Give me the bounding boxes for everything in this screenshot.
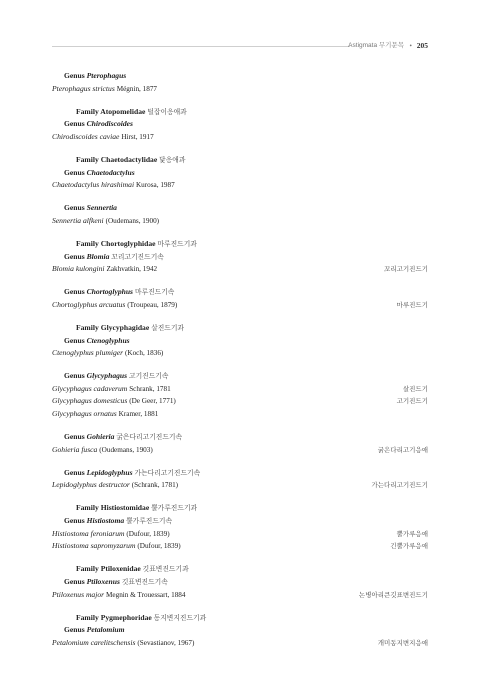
- genus-heading: [52, 370, 428, 383]
- species-entry: [52, 479, 428, 492]
- taxon-block: [52, 502, 428, 552]
- family-heading: [52, 238, 428, 251]
- genus-rank-label: Genus: [64, 467, 85, 477]
- running-header: [52, 40, 428, 52]
- genus-rank-label: Genus: [64, 203, 85, 213]
- family-korean-name: 털잡이응애과: [147, 107, 187, 116]
- species-name: Gohieria fusca: [52, 444, 98, 454]
- genus-heading: [52, 251, 428, 264]
- family-name: Glycyphagidae: [100, 322, 150, 332]
- genus-name: Histiostoma: [86, 516, 125, 526]
- species-entry: [52, 215, 428, 228]
- species-author: Schrank, 1781: [129, 384, 171, 393]
- species-entry: [52, 637, 428, 650]
- species-author: Zakhvatkin, 1942: [106, 265, 158, 274]
- taxon-block: [52, 370, 428, 420]
- genus-rank-label: Genus: [64, 335, 85, 345]
- species-name: Histiostoma feroniarum: [52, 528, 125, 538]
- family-name: Chortoglyphidae: [100, 238, 156, 248]
- genus-rank-label: Genus: [64, 167, 85, 177]
- species-entry: [52, 528, 428, 541]
- taxon-block: [52, 612, 428, 650]
- family-rank-label: Family: [76, 564, 99, 574]
- genus-rank-label: Genus: [64, 251, 85, 261]
- species-name: Glycyphagus cadaverum: [52, 383, 128, 393]
- genus-rank-label: Genus: [64, 516, 85, 526]
- taxon-block: [52, 286, 428, 311]
- genus-heading: [52, 515, 428, 528]
- species-author: (Oudemans, 1903): [99, 445, 153, 454]
- family-name: Chaetodactylidae: [100, 154, 158, 164]
- genus-heading: [52, 624, 428, 637]
- species-author: (Koch, 1836): [125, 349, 164, 358]
- species-korean-name: 개미동지변지응애: [377, 638, 428, 647]
- species-entry: [52, 540, 428, 553]
- species-korean-name: 고기진드기: [396, 397, 428, 406]
- species-author: (Oudemans, 1900): [105, 216, 160, 225]
- family-heading: [52, 502, 428, 515]
- genus-heading: [52, 202, 428, 215]
- species-korean-name: 살진드기: [402, 384, 428, 393]
- taxon-list: [52, 70, 428, 660]
- genus-heading: [52, 286, 428, 299]
- taxon-block: [52, 322, 428, 360]
- species-name: Glycyphagus domesticus: [52, 396, 128, 406]
- genus-heading: [52, 70, 428, 83]
- genus-rank-label: Genus: [64, 119, 85, 129]
- genus-name: Ctenoglyphus: [86, 335, 130, 345]
- taxon-block: [52, 106, 428, 144]
- species-author: Megnin & Trouessart, 1884: [106, 590, 186, 599]
- genus-name: Lepidoglyphus: [86, 467, 133, 477]
- species-name: Chirodiscoides caviae: [52, 131, 120, 141]
- family-korean-name: 깃표변진드기과: [142, 565, 189, 574]
- genus-rank-label: Genus: [64, 625, 85, 635]
- family-rank-label: Family: [76, 154, 99, 164]
- family-rank-label: Family: [76, 106, 99, 116]
- family-heading: [52, 322, 428, 335]
- species-entry: [52, 179, 428, 192]
- family-heading: [52, 612, 428, 625]
- taxon-block: [52, 431, 428, 456]
- genus-name: Chortoglyphus: [86, 287, 134, 297]
- genus-name: Petalomium: [86, 625, 125, 635]
- family-name: Atopomelidae: [100, 106, 146, 116]
- genus-heading: [52, 576, 428, 589]
- genus-rank-label: Genus: [64, 576, 85, 586]
- genus-heading: [52, 431, 428, 444]
- species-entry: [52, 83, 428, 96]
- species-korean-name: 논병아리큰깃표변진드기: [358, 590, 428, 599]
- genus-heading: [52, 467, 428, 480]
- genus-korean-name: 깃표변진드기속: [121, 577, 168, 586]
- genus-korean-name: 굵은다리고기진드기속: [116, 433, 183, 442]
- family-korean-name: 동지변지진드기과: [153, 613, 207, 622]
- genus-name: Chirodiscoides: [86, 119, 134, 129]
- header-bullet: •: [409, 42, 412, 50]
- family-heading: [52, 563, 428, 576]
- species-author: (Dufour, 1839): [137, 542, 181, 551]
- species-name: Lepidoglyphus destructor: [52, 480, 130, 490]
- species-entry: [52, 347, 428, 360]
- species-name: Ptiloxenus major: [52, 589, 105, 599]
- species-name: Chaetodactylus hirashimai: [52, 180, 135, 190]
- species-author: (Dufour, 1839): [126, 529, 170, 538]
- family-korean-name: 닻응애과: [159, 155, 186, 164]
- genus-korean-name: 뿔가루진드기속: [126, 517, 173, 526]
- family-name: Ptiloxenidae: [100, 564, 141, 574]
- species-author: Kramer, 1881: [118, 409, 159, 418]
- family-name: Histiostomidae: [100, 503, 150, 513]
- species-author: Mégnin, 1877: [116, 84, 158, 93]
- family-korean-name: 살진드기과: [151, 323, 184, 332]
- genus-name: Sennertia: [86, 203, 117, 213]
- species-author: (Schrank, 1781): [131, 481, 179, 490]
- species-name: Pterophagus strictus: [52, 83, 115, 93]
- species-name: Sennertia alfkeni: [52, 215, 104, 225]
- species-entry: [52, 263, 428, 276]
- species-entry: [52, 383, 428, 396]
- species-korean-name: 가는다리고기진드기: [371, 481, 428, 490]
- species-korean-name: 긴뿔가루응애: [390, 542, 428, 551]
- family-korean-name: 마루진드기과: [157, 239, 197, 248]
- genus-heading: [52, 167, 428, 180]
- species-korean-name: 뿔가루응애: [396, 529, 428, 538]
- taxon-block: [52, 467, 428, 492]
- taxon-block: [52, 70, 428, 95]
- species-author: (Sevastianov, 1967): [137, 638, 195, 647]
- genus-name: Chaetodactylus: [86, 167, 135, 177]
- species-name: Chortoglyphus arcuatus: [52, 299, 126, 309]
- species-author: (Troupeau, 1879): [127, 300, 178, 309]
- species-korean-name: 꼬리고기진드기: [384, 265, 428, 274]
- species-name: Petalomium carelitschensis: [52, 637, 136, 647]
- genus-name: Blomia: [86, 251, 110, 261]
- species-name: Blomia kulongini: [52, 264, 105, 274]
- family-heading: [52, 154, 428, 167]
- genus-name: Glycyphagus: [86, 371, 128, 381]
- header-section-title: Astigmata 무기문목: [348, 42, 404, 49]
- taxon-block: [52, 563, 428, 601]
- genus-korean-name: 꼬리고기진드기속: [111, 252, 164, 261]
- family-rank-label: Family: [76, 503, 99, 513]
- taxon-block: [52, 202, 428, 227]
- genus-name: Ptiloxenus: [86, 576, 120, 586]
- genus-heading: [52, 118, 428, 131]
- genus-korean-name: 마루진드기속: [134, 288, 175, 297]
- species-name: Glycyphagus ornatus: [52, 408, 117, 418]
- species-entry: [52, 408, 428, 421]
- species-korean-name: 마루진드기: [396, 300, 428, 309]
- species-name: Histiostoma sapromyzarum: [52, 541, 136, 551]
- species-entry: [52, 131, 428, 144]
- species-entry: [52, 395, 428, 408]
- header-rule: [52, 46, 350, 47]
- species-entry: [52, 444, 428, 457]
- taxon-block: [52, 238, 428, 276]
- taxon-block: [52, 154, 428, 192]
- genus-korean-name: 고기진드기속: [129, 372, 169, 381]
- species-korean-name: 굵은다리고기응애: [377, 445, 428, 454]
- family-rank-label: Family: [76, 238, 99, 248]
- genus-name: Pterophagus: [86, 71, 127, 80]
- genus-korean-name: 가는다리고기진드기속: [134, 468, 201, 477]
- family-rank-label: Family: [76, 612, 99, 622]
- family-korean-name: 뿔가루진드기과: [151, 504, 198, 513]
- species-author: Kurosa, 1987: [135, 181, 175, 190]
- species-author: Hirst, 1917: [121, 132, 154, 141]
- family-heading: [52, 106, 428, 119]
- family-name: Pygmephoridae: [100, 612, 152, 622]
- genus-heading: [52, 335, 428, 348]
- species-entry: [52, 589, 428, 602]
- genus-rank-label: Genus: [64, 371, 85, 381]
- genus-rank-label: Genus: [64, 432, 85, 442]
- page-number: 205: [416, 41, 428, 50]
- family-rank-label: Family: [76, 322, 99, 332]
- species-name: Ctenoglyphus plumiger: [52, 348, 124, 358]
- genus-rank-label: Genus: [64, 71, 85, 80]
- species-entry: [52, 299, 428, 312]
- species-author: (De Geer, 1771): [129, 397, 176, 406]
- genus-rank-label: Genus: [64, 287, 85, 297]
- genus-name: Gohieria: [86, 432, 115, 442]
